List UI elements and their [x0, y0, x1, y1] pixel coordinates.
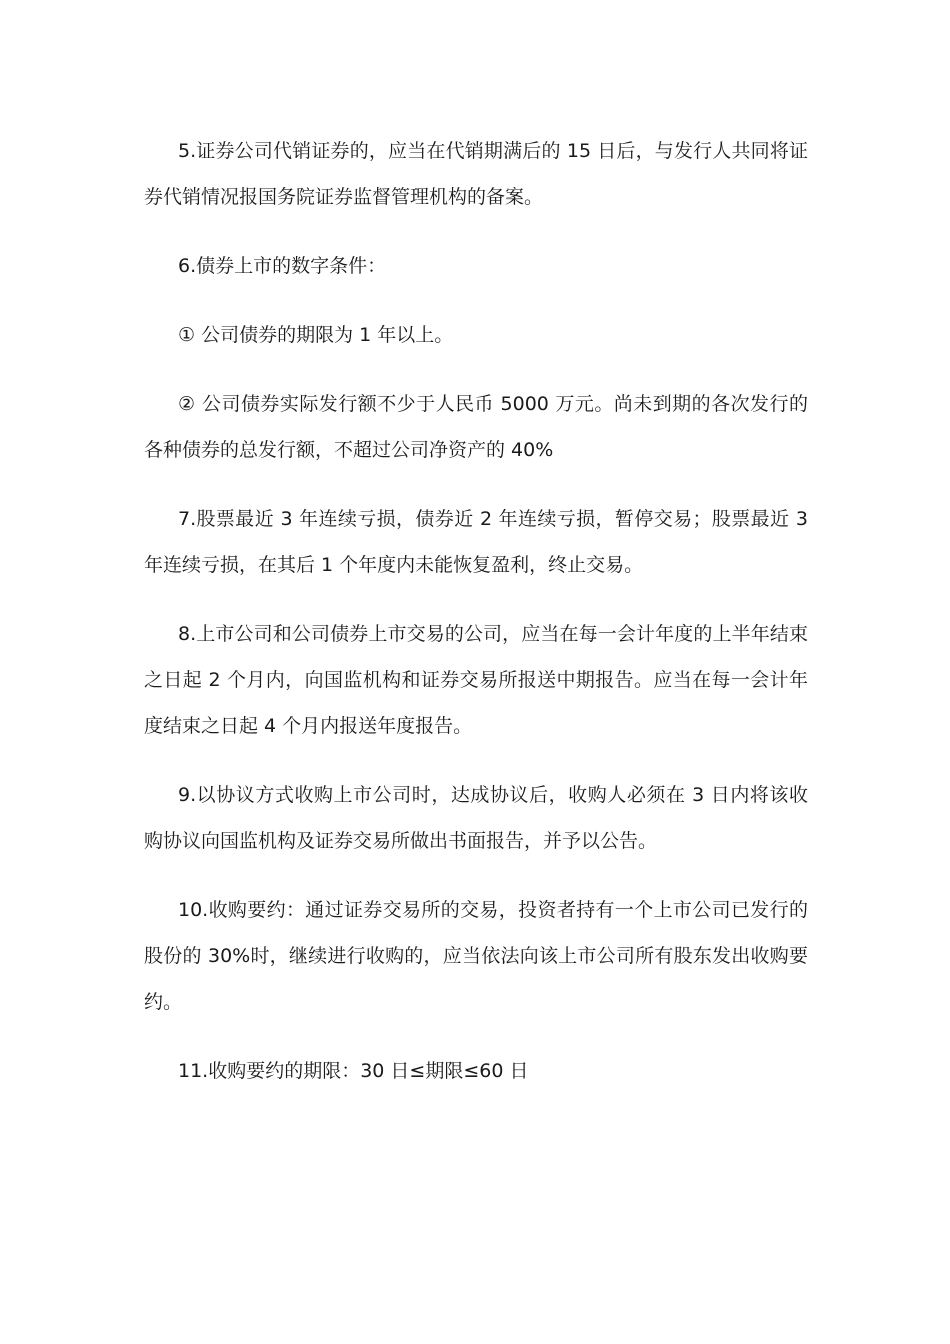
paragraph-8: 8.上市公司和公司债券上市交易的公司，应当在每一会计年度的上半年结束之日起 2 个月内，向国监机构和证券交易所报送中期报告。应当在每一会计年度结束之日起 4 个月内报送年度报告。	[144, 623, 808, 737]
paragraph-6: 6.债券上市的数字条件：	[178, 255, 387, 277]
paragraph-7: 7.股票最近 3 年连续亏损，债券近 2 年连续亏损，暂停交易；股票最近 3 年连续亏损，在其后 1 个年度内未能恢复盈利，终止交易。	[144, 508, 808, 576]
paragraph-11: 11.收购要约的期限：30 日≤期限≤60 日	[178, 1060, 529, 1082]
document-body	[144, 128, 808, 1094]
paragraph-6-item-1: ① 公司债券的期限为 1 年以上。	[178, 324, 454, 346]
paragraph-6-item-2: ② 公司债券实际发行额不少于人民币 5000 万元。尚未到期的各次发行的各种债券的总发行额，不超过公司净资产的 40%	[144, 393, 808, 461]
paragraph-5: 5.证券公司代销证券的，应当在代销期满后的 15 日后，与发行人共同将证券代销情况报国务院证券监督管理机构的备案。	[144, 140, 808, 208]
paragraph-10: 10.收购要约：通过证券交易所的交易，投资者持有一个上市公司已发行的股份的 30%时，继续进行收购的，应当依法向该上市公司所有股东发出收购要约。	[144, 899, 808, 1013]
paragraph-9: 9.以协议方式收购上市公司时，达成协议后，收购人必须在 3 日内将该收购协议向国监机构及证券交易所做出书面报告，并予以公告。	[144, 784, 808, 852]
